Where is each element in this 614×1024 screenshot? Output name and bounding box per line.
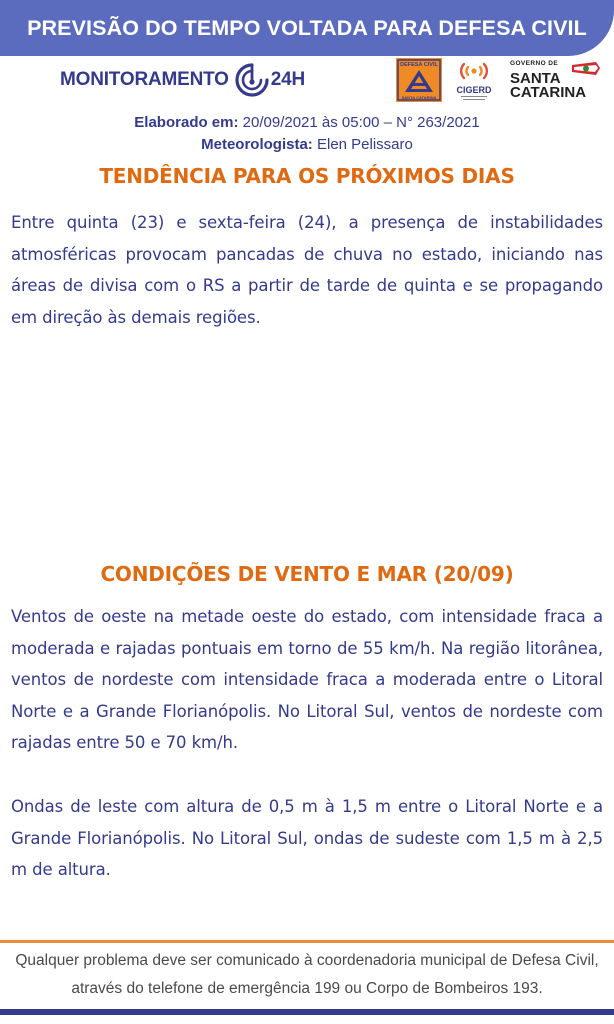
page-title: PREVISÃO DO TEMPO VOLTADA PARA DEFESA CIVIL	[27, 16, 587, 40]
vento-paragraph: Ventos de oeste na metade oeste do estado, com intensidade fraca a moderada e rajadas pontuais em torno de 55 km/h. Na região litorânea, ventos de nordeste com intensidade fraca a moderada entre o Litoral Norte e a Grande Florianópolis. No Litoral Sul, ventos de nordeste com rajadas entre 50 e 70 km/h.	[11, 607, 603, 752]
defesa-civil-logo	[396, 58, 442, 102]
footer-notice	[0, 947, 614, 1003]
sc-flag-icon	[570, 61, 602, 77]
clock-circle-icon	[234, 62, 270, 98]
meteorologista-line	[0, 136, 614, 153]
defesa-civil-top-text: DEFESA CIVIL	[400, 62, 438, 68]
cigerd-logo	[452, 58, 496, 102]
meteorologista-label: Meteorologista:	[201, 136, 313, 153]
defesa-civil-bottom-text: SANTA CATARINA	[401, 95, 437, 100]
ondas-paragraph: Ondas de leste com altura de 0,5 m à 1,5 m entre o Litoral Norte e a Grande Florianópolis. No Litoral Sul, ondas de sudeste com 1,5 m à 2,5 m de altura.	[11, 797, 603, 879]
monitoramento-24h-text: 24H	[270, 69, 306, 90]
governo-santa-catarina-logo	[510, 60, 604, 100]
cigerd-text: CIGERD	[456, 85, 492, 95]
elaborado-value: 20/09/2021 às 05:00 – N° 263/2021	[242, 114, 480, 131]
monitoramento-24h-logo	[60, 58, 305, 102]
elaborado-label: Elaborado em:	[134, 114, 239, 131]
footer-divider-blue	[0, 1009, 614, 1015]
signal-waves-icon	[461, 64, 487, 78]
governo-catarina-text: CATARINA	[510, 84, 587, 101]
monitoramento-logo-text: MONITORAMENTO	[60, 69, 229, 90]
meteorologista-value: Elen Pelissaro	[316, 136, 413, 153]
footer-divider-orange	[0, 940, 614, 943]
footer-line-1: Qualquer problema deve ser comunicado à coordenadoria municipal de Defesa Civil,	[15, 952, 599, 969]
governo-santa-text: SANTA	[510, 70, 561, 87]
footer-line-2: através do telefone de emergência 199 ou Corpo de Bombeiros 193.	[71, 980, 543, 997]
elaborado-line	[0, 114, 614, 131]
governo-small-text: GOVERNO DE	[510, 60, 559, 67]
tendencia-text: Entre quinta (23) e sexta-feira (24), a presença de instabilidades atmosféricas provocam pancadas de chuva no estado, iniciando nas áreas de divisa com o RS a partir de tarde de quinta e se propagando em direção às demais regiões.	[11, 213, 603, 327]
vento-mar-heading: CONDIÇÕES DE VENTO E MAR (20/09)	[100, 562, 514, 586]
tendencia-heading: TENDÊNCIA PARA OS PRÓXIMOS DIAS	[99, 164, 515, 188]
